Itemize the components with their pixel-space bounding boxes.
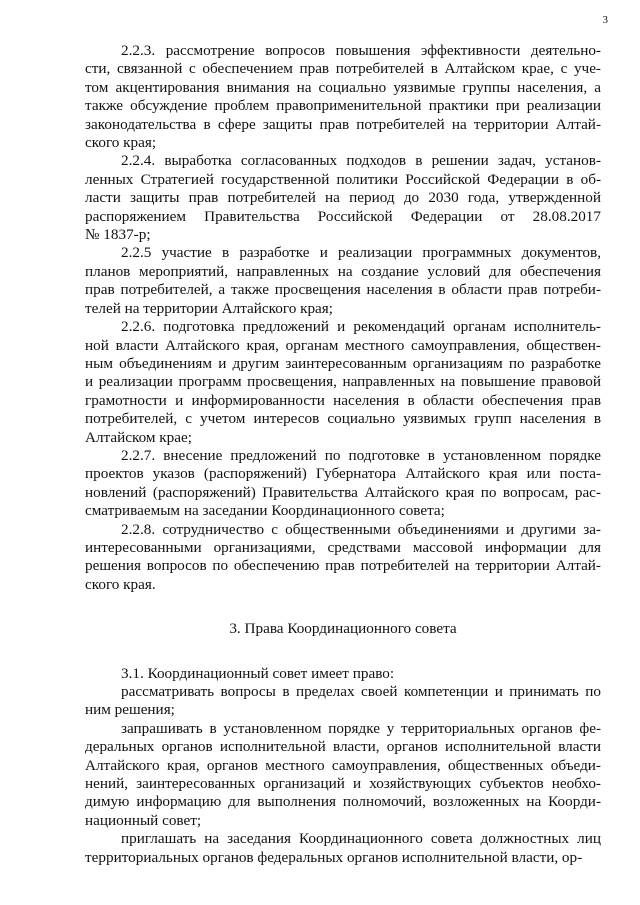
- section-3-items: [85, 665, 601, 867]
- paragraph: [85, 244, 601, 318]
- paragraph: [85, 152, 601, 244]
- paragraph: [85, 447, 601, 521]
- text-line: прав потребителей, а также просвещения населения в области прав потреби-: [85, 281, 601, 299]
- text-line: интересованными организациями, средствами массовой информации для: [85, 538, 601, 556]
- text-line: 2.2.4. выработка согласованных подходов в решении задач, установ-: [121, 152, 601, 170]
- text-line: 2.2.8. сотрудничество с общественными объединениями и другими за-: [121, 520, 601, 538]
- text-line: новлений (распоряжений) Правительства Алтайского края по вопросам, рас-: [85, 483, 601, 501]
- text-line: приглашать на заседания Координационного совета должностных лиц: [121, 830, 601, 848]
- text-line: запрашивать в установленном порядке у территориальных органов фе-: [121, 719, 601, 737]
- text-line: ной власти Алтайского края, органам местного самоуправления, обществен-: [85, 336, 601, 354]
- text-line: ним решения;: [85, 701, 175, 719]
- text-line: деральных органов исполнительной власти, органов исполнительной власти: [85, 738, 601, 756]
- text-line: сматриваемым на заседании Координационного совета;: [85, 502, 445, 520]
- text-line: планов мероприятий, направленных на создание условий для обеспечения: [85, 262, 601, 280]
- page-number: 3: [602, 14, 608, 26]
- document-body: [85, 42, 601, 867]
- text-line: рассматривать вопросы в пределах своей компетенции и принимать по: [121, 683, 601, 700]
- text-line: димую информацию для выполнения полномочий, возложенных на Коорди-: [85, 793, 601, 811]
- text-line: 2.2.6. подготовка предложений и рекомендаций органам исполнитель-: [121, 318, 601, 336]
- text-line: проектов указов (распоряжений) Губернатора Алтайского края или поста-: [85, 465, 601, 483]
- text-line: национный совет;: [85, 811, 202, 829]
- text-line: потребителей, с учетом интересов социально уязвимых групп населения в: [85, 410, 601, 428]
- paragraph: [85, 521, 601, 595]
- section-2-2-items: [85, 42, 601, 594]
- paragraph: [85, 720, 601, 830]
- text-line: 2.2.5 участие в разработке и реализации программных документов,: [121, 244, 601, 262]
- text-line: ным объединениям и другим заинтересованным организациям по разработке: [85, 354, 601, 372]
- text-line: ского края.: [85, 575, 156, 593]
- text-line: Алтайском крае;: [85, 428, 192, 446]
- text-line: нений, заинтересованных организаций и хозяйствующих субъектов необхо-: [85, 775, 601, 793]
- text-line: распоряжением Правительства Российской Федерации от 28.08.2017: [85, 207, 601, 225]
- text-line: законодательства в сфере защиты прав потребителей на территории Алтай-: [85, 115, 601, 133]
- text-line: телей на территории Алтайского края;: [85, 299, 333, 317]
- text-line: грамотности и информированности населения в области обеспечения прав: [85, 391, 601, 409]
- text-line: и реализации программ просвещения, направленных на повышение правовой: [85, 373, 601, 391]
- text-line: ленных Стратегией государственной политики Российской Федерации в об-: [85, 170, 601, 188]
- text-line: Алтайского края, органов местного самоуправления, общественных объеди-: [85, 756, 601, 774]
- text-line: ласти защиты прав потребителей на период до 2030 года, утвержденной: [85, 189, 601, 207]
- paragraph: [85, 683, 601, 720]
- text-line: 3.1. Координационный совет имеет право:: [121, 664, 395, 682]
- text-line: 2.2.3. рассмотрение вопросов повышения эффективности деятельно-: [121, 42, 601, 59]
- paragraph: [85, 665, 601, 683]
- text-line: том акцентирования внимания на социально уязвимые группы населения, а: [85, 78, 601, 96]
- paragraph: [85, 42, 601, 152]
- text-line: решения вопросов по обеспечению прав потребителей на территории Алтай-: [85, 557, 601, 575]
- text-line: 2.2.7. внесение предложений по подготовке в установленном порядке: [121, 446, 601, 464]
- text-line: сти, связанной с обеспечением прав потребителей в Алтайском крае, с уче-: [85, 60, 601, 78]
- paragraph: [85, 830, 601, 867]
- text-line: также обсуждение проблем правоприменительной практики при реализации: [85, 97, 601, 115]
- text-line: ского края;: [85, 134, 157, 152]
- paragraph: [85, 318, 601, 447]
- section-heading: 3. Права Координационного совета: [229, 620, 457, 638]
- text-line: территориальных органов федеральных органов исполнительной власти, ор-: [85, 848, 583, 866]
- text-line: № 1837-р;: [85, 226, 151, 244]
